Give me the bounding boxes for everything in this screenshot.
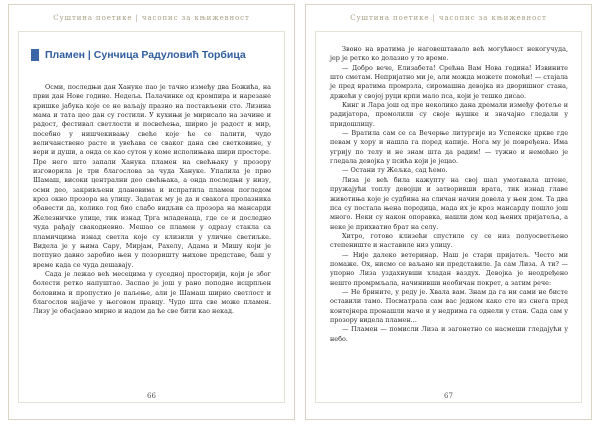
paragraph: — Пламен — помисли Лиза и загонетно се насмеши гледајући у небо.	[330, 325, 568, 343]
right-body-text	[330, 45, 568, 344]
paragraph: — Добро вече, Елизабета! Срећна Вам Нова година! Извините што сметам. Непријатно ми је, али можда можете помоћи! — стајала је пред вратима промрзла, сиромашна девојка из дворишног стана, држећи у својој руци крпи мало пса, који је тешко дисао.	[330, 63, 568, 100]
paragraph: Осми, последњи дан Хануке пао је тачно између два Божића, на први дан Нове године. Недеља. Палачинке од кромпира и нарезане кришке јабука које се не ваљају празно на постављени сто. Лизина мама и тата цео дан су гостили. У кухињи је мирисало на зачине и радост, фестивал светлости и посвећења, ширио је радост и мир, посебно у нишчекивању свеће које ће се палити, чудо величанствено расте и увећава се сваког дана све светковине, у вери и души, а онда се као сутон у коме исполињава шири просторе. Пре него што запали Ханука пламен на свећњаку у прозору изговорила је три благослова за чуда Хануке. Упалила је прво Шамаш, високи централни део свећњака, а онда последњи у низу, осми део, закривљени длановима и испратила пламен погледом кроз окно прозора на улицу. Задатак му је да и свакога пролазника обавести да, колико год био слабо видљив са прозора на мансарди Железничке улице, тик изнад Трга младенаца, где се и доследно чуда рађају свакодневно. Мешао се пламен у одразу стакла са пламичцима изнад светла које су клизили у уличне светиљке. Видела је у њима Сару, Мирјам, Рахелу, Адама и Мишу који је потпуно давно заробио њен у позоришту њихове представе, баш у време када се чуда дешавају.	[33, 83, 271, 269]
article-title: Пламен | Сунчица Радуловић Торбица	[45, 49, 246, 61]
paragraph: Кинг и Лара још од пре неколико дана дремали између фотеље и радијатора, промолили су своје њушке и значајно гледали у придошлицу.	[330, 101, 568, 128]
paragraph: — Не брините, у реду је. Хвала вам. Знам да га ни сами не бисте оставили тамо. Посматрала сам вас једном како сте из снега пред контејнера пронашли маче и у недрима га однели у стан. Сада сам у прозору видела пламен...	[330, 287, 568, 324]
paragraph: Звоно на вратима је наговештавало већ могућност некогучуда, јер је ретко ко долазио у то време.	[330, 45, 568, 63]
left-page	[8, 4, 295, 420]
article-title-block	[31, 49, 246, 61]
page-number-left: 66	[147, 392, 156, 400]
running-head-left: Суштина поетике | часопис за књижевност	[53, 14, 250, 22]
paragraph: Сада је лежао већ месецима у суседној просторији, који је због болести ретко напуштао. Заспао је још у рано поподне исцрпљен боловима и пропустио је паљење, али је Шамаш ширио светлост и благослов најјаче у његовом правцу. Чудо шта све може пламен. Лизу је обасјавао мирно и надом да ће све бити као некад.	[33, 269, 271, 316]
title-accent-bar	[31, 49, 39, 61]
paragraph: — Остани ту Жељка, сад ћемо.	[342, 166, 448, 175]
paragraph: Лиза је већ била кажупту на свој шал умотавала штене, пружајући топлу девојци и затворивши врата, тик изнад главе животиња које је судбина на сличан начин довела у њен дом. Та два пса су постала њена породица, мада их је кроз мансарду пошло још много. Неки су након опоравка, нашли дом код њених пријатеља, а неке је прихватио брат на селу.	[330, 175, 568, 231]
paragraph: — Није далеко ветеринар. Наш је стари пријатељ. Често ми помаже. Ох, нисмо се ваљано ни представиле. Ја сам Лиза. А ти? — упорно Лиза уздахнувши хладан ваздух. Девојка је неодређено нешто промрмљала, начинивши необичан покрет, а затим рече:	[330, 250, 568, 287]
page-number-right: 67	[444, 392, 453, 400]
running-head-right: Суштина поетике | часопис за књижевност	[350, 14, 547, 22]
paragraph: — Вратила сам се са Вечерње литургије из Успенске цркве где певам у хору и нашла га поред капије. Нога му је повређена. Има угрију по телу и не знам шта да радим! — тужно и немоћно је гледала девојка у псића који је јецао.	[330, 129, 568, 166]
left-body-text	[33, 83, 271, 317]
paragraph: Хитро, готово клизећи спустиле су се низ полуосветљено степениште и наставиле низ улицу.	[330, 231, 568, 250]
right-page	[305, 4, 592, 420]
